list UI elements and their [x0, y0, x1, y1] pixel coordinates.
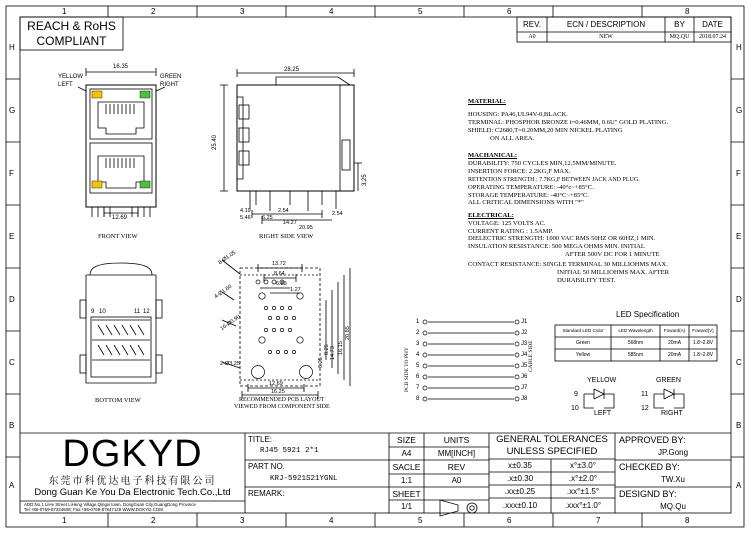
spec-electrical-title: ELECTRICAL:	[468, 212, 514, 219]
wiring-pin-2: 2	[416, 330, 420, 336]
rev-value-ecn: NEW	[599, 34, 613, 40]
bottom-pin-12: 12	[143, 309, 150, 315]
tolerance-linear-3: .xxx±0.10	[502, 501, 538, 510]
rev-value-date: 2018.07.24	[699, 34, 726, 40]
wiring-j3: J3	[521, 341, 528, 347]
zone-col-4-top: 4	[329, 7, 334, 16]
zone-row-d-right: D	[736, 295, 742, 304]
bottom-view-drawing	[80, 263, 162, 383]
rev-label: REV	[447, 462, 466, 473]
pcb-dim-right-4: 16.15	[338, 341, 344, 355]
wiring-j2: J2	[521, 330, 528, 336]
led-left-label-side: LEFT	[58, 82, 73, 88]
remark-label: REMARK:	[248, 489, 285, 498]
zone-col-8-top: 8	[685, 7, 690, 16]
tolerance-title-2: UNLESS SPECIFIED	[506, 446, 598, 458]
led-left-color: YELLOW	[587, 377, 617, 384]
compliance-line-2: COMPLIANT	[36, 34, 107, 48]
zone-col-3-bottom: 3	[240, 516, 245, 525]
pcb-dim-left-4: 2-Ø3.25	[220, 361, 240, 367]
front-view-dim-bottom: 12.69	[112, 215, 128, 221]
spec-material-3: SHIELD: C2680,T=0.20MM,20 MIN NICKEL PLATING	[468, 127, 623, 134]
spec-electrical-4: INSULATION RESISTANCE: 500 MEGA OHMS MIN. INITIAL	[468, 243, 645, 250]
zone-col-2-bottom: 2	[151, 516, 156, 525]
zone-col-2-top: 2	[151, 7, 156, 16]
zone-row-h-right: H	[736, 43, 742, 52]
side-dim-7: 2.54	[332, 211, 343, 217]
pcb-dim-top-1: 13.72	[272, 261, 286, 267]
checked-by-label: CHECKED BY:	[619, 462, 680, 472]
spec-mechanical-5: STORAGE TEMPERATURE: -40°C~+85°C.	[468, 192, 589, 199]
pcb-layout-caption-1: RECOMMENDED PCB LAYOUT	[239, 397, 325, 403]
zone-row-e-right: E	[736, 232, 742, 241]
zone-row-a-left: A	[9, 481, 15, 490]
wiring-pin-4: 4	[416, 352, 420, 358]
spec-electrical-7: INITIAL 50 MILLIOHMS MAX. AFTER	[557, 269, 670, 276]
pcb-dim-left-2: 4-Ø1.60	[213, 283, 234, 301]
zone-col-8-bottom: 8	[685, 516, 690, 525]
tolerance-title-1: GENERAL TOLERANCES	[496, 434, 608, 446]
title-label: TITLE:	[248, 435, 273, 444]
zone-col-5-top: 5	[418, 7, 423, 16]
tolerance-linear-2: .xx±0.25	[504, 486, 536, 496]
led-spec-yellow-forward-a: 20mA	[667, 351, 682, 358]
rev-value: A0	[451, 475, 462, 485]
wiring-pin-7: 7	[416, 385, 420, 391]
green-led-top-right	[140, 91, 150, 98]
wiring-j1: J1	[521, 319, 528, 325]
led-spec-green-forward-a: 20mA	[667, 339, 682, 346]
front-view-caption: FRONT VIEW	[98, 233, 138, 240]
spec-mechanical-4: OPERATING TEMPERATURE: -40°c~+85°C.	[468, 184, 594, 191]
zone-col-5-bottom: 5	[418, 516, 423, 525]
spec-electrical-8: DURABILITY TEST.	[557, 277, 616, 284]
zone-row-g-left: G	[9, 106, 16, 115]
zone-col-3-top: 3	[240, 7, 245, 16]
tolerance-angle-2: .xx°±1.5°	[566, 486, 600, 496]
wiring-j4: J4	[521, 352, 528, 358]
pcb-dim-right-2: 8.25	[324, 344, 330, 355]
bottom-pin-11: 11	[134, 309, 141, 315]
bottom-pin-9: 9	[91, 309, 95, 315]
side-view-dim-pin: 3.25	[362, 174, 368, 186]
approved-by-value: JP.Gong	[657, 448, 689, 457]
zone-row-f-right: F	[736, 169, 741, 178]
company-name-en: Dong Guan Ke You Da Electronic Tech.Co.,Ltd	[34, 487, 231, 499]
pcb-dim-right-1: 6.25	[318, 357, 324, 368]
pcb-dim-top-2: 8.64	[274, 271, 285, 277]
scale-label: SACLE	[392, 462, 421, 473]
spec-material-4: ON ALL AREA.	[490, 135, 535, 142]
wiring-j7: J7	[521, 385, 528, 391]
led-spec-header-forward-a: Foward(A)	[663, 327, 686, 333]
zone-row-f-left: F	[9, 169, 14, 178]
side-dim-5: 14.27	[283, 220, 297, 226]
zone-col-1-top: 1	[62, 7, 67, 16]
rev-value-by: MQ.QU	[669, 34, 690, 40]
checked-by-value: TW.Xu	[660, 475, 685, 484]
zone-col-6-top: 6	[507, 7, 512, 16]
zone-col-6-bottom: 6	[507, 516, 512, 525]
zone-row-b-left: B	[9, 421, 15, 430]
wiring-pin-1: 1	[416, 319, 420, 325]
scale-value: 1:1	[400, 475, 413, 485]
sheet-value: 1/1	[400, 501, 413, 511]
side-dim-1: 4.19	[240, 208, 251, 214]
company-address: ADD:No.1 LiHe Street LiHeng Village,Qingxi town, DongGuan City,GuangDong Province	[24, 502, 196, 507]
wiring-pin-5: 5	[416, 363, 420, 369]
led-right-label-side: RIGHT	[160, 82, 179, 88]
approved-by-label: APPROVED BY:	[619, 435, 686, 445]
side-dim-6: 20.95	[299, 225, 313, 231]
rev-header-by: BY	[674, 19, 685, 29]
tolerance-angle-3: .xxx°±1.0°	[564, 501, 602, 510]
spec-electrical-2: CURRENT RATING : 1.5AMP.	[468, 228, 554, 235]
yellow-led-top-left	[92, 91, 102, 98]
size-label: SIZE	[397, 435, 416, 446]
size-value: A4	[401, 448, 412, 458]
led-right-pin-b: 12	[641, 405, 649, 412]
led-spec-yellow-color: Yellow	[575, 351, 591, 358]
wiring-pin-3: 3	[416, 341, 420, 347]
spec-mechanical-title: MACHANICAL:	[468, 152, 518, 159]
zone-row-b-right: B	[736, 421, 742, 430]
pcb-dim-top-3: 6.89	[276, 281, 287, 287]
pcb-dim-right-5: 20.85	[345, 326, 351, 340]
tolerance-angle-0: x°±3.0°	[570, 460, 596, 470]
led-right-label-color: GREEN	[160, 74, 182, 80]
front-view-dim-top: 16.35	[113, 64, 129, 70]
designed-by-label: DESIGND BY:	[619, 489, 677, 499]
zone-row-c-right: C	[736, 358, 742, 367]
zone-row-h-left: H	[9, 43, 15, 52]
zone-col-7-bottom: 7	[596, 516, 601, 525]
zone-row-c-left: C	[9, 358, 15, 367]
green-led-bottom-right	[140, 181, 150, 188]
pcb-dim-top-4: 1.27	[290, 287, 301, 293]
designed-by-value: MQ.Qu	[660, 502, 686, 511]
rev-header-rev: REV.	[523, 19, 541, 29]
company-contact: Tel:+86-0769-87334608; Fax:+86-0769-87847129 WWW.DGKYD.COM	[24, 507, 163, 512]
side-dim-3: 5.46	[240, 215, 251, 221]
part-no-value: KRJ-5921S21YGNL	[270, 475, 338, 483]
spec-material-1: HOUSING: PA46,UL94V-0,BLACK.	[468, 111, 568, 118]
spec-material-2: TERMINAL: PHOSPHOR BRONZE t=0.46MM, 0.6U" GOLD PLATING.	[468, 119, 669, 126]
side-view-caption: RIGHT SIDE VIEW	[259, 233, 314, 240]
pcb-dim-left-3: 16-Ø0.90	[219, 314, 242, 333]
led-spec-green-forward-v: 1.8~2.8V	[692, 339, 714, 346]
led-spec-header-color: Standard LED Color	[562, 327, 604, 333]
wiring-pin-8: 8	[416, 396, 420, 402]
front-view-drawing	[78, 68, 165, 217]
led-schematic	[584, 389, 684, 408]
tolerance-linear-0: x±0.35	[508, 460, 532, 470]
wiring-lines	[428, 322, 514, 399]
wiring-j8: J8	[521, 396, 528, 402]
projection-symbol	[440, 500, 477, 516]
spec-mechanical-6: ALL CRITICAL DIMENSIONS WITH "*"	[468, 199, 584, 206]
pcb-dim-bottom-1: 12.69	[269, 381, 283, 387]
wiring-pin-6: 6	[416, 374, 420, 380]
zone-row-e-left: E	[9, 232, 15, 241]
side-dim-2: 2.54	[278, 208, 289, 214]
title-value: RJ45 5921 2*1	[260, 447, 319, 455]
spec-electrical-1: VOLTAGE: 125 VOLTS AC.	[468, 220, 546, 227]
pcb-dim-bottom-2: 16.25	[271, 389, 285, 395]
led-spec-yellow-forward-v: 1.8~2.8V	[692, 351, 714, 358]
zone-col-4-bottom: 4	[329, 516, 334, 525]
pcb-layout-caption-2: VIEWED FROM COMPONENT SIDE	[234, 404, 330, 410]
units-label: UNITS	[443, 435, 470, 446]
wiring-left-caption: PCB SIDE TO PHY	[404, 347, 410, 392]
spec-electrical-3: DIELECTRIC STRENGTH: 1000 VAC RMS 50HZ OR 60HZ,1 MIN.	[468, 235, 656, 242]
led-spec-header-forward-v: Foward(V)	[692, 327, 714, 333]
yellow-led-bottom-left	[92, 181, 102, 188]
led-left-side: LEFT	[594, 410, 612, 417]
spec-electrical-6: CONTACT RESISTANCE: SINGLE TERMINAL 30 MILLIOHMS MAX.	[468, 261, 668, 268]
spec-electrical-5: AFTER 500V DC FOR 1 MINUTE	[565, 251, 660, 258]
company-name-cn: 东莞市科优达电子科技有限公司	[48, 476, 217, 487]
spec-material-title: MATERIAL:	[468, 98, 506, 105]
pcb-dim-right-3: 14.73	[330, 346, 336, 360]
zone-row-d-left: D	[9, 295, 15, 304]
led-spec-green-color: Green	[576, 339, 590, 346]
spec-mechanical-2: INSERTION FORCE: 2.2KG,F MAX.	[468, 168, 571, 175]
wiring-j5: J5	[521, 363, 528, 369]
led-left-label-color: YELLOW	[58, 74, 84, 80]
zone-col-1-bottom: 1	[62, 516, 67, 525]
rev-header-ecn: ECN / DESCRIPTION	[566, 19, 646, 29]
led-left-pin-b: 10	[571, 405, 579, 412]
sheet-label: SHEET	[392, 488, 421, 499]
led-right-side: RIGHT	[661, 410, 683, 417]
rev-value-rev: A0	[528, 34, 536, 40]
pcb-dim-left-1: 8-Ø1.05	[217, 249, 238, 267]
company-logo: DGKYD	[62, 433, 203, 475]
led-spec-green-wavelength: 568nm	[627, 339, 644, 346]
led-right-pin-a: 11	[641, 391, 649, 398]
tolerance-angle-1: .x°±2.0°	[568, 473, 598, 483]
tolerance-linear-1: .x±0.30	[506, 473, 534, 483]
side-view-drawing	[220, 69, 362, 224]
side-dim-4: 6.25	[262, 215, 273, 221]
spec-mechanical-1: DURABILITY: 750 CYCLES MIN,12.5MM/MINUTE.	[468, 160, 617, 167]
bottom-pin-10: 10	[99, 309, 106, 315]
units-value: MM[INCH]	[437, 448, 476, 458]
led-right-color: GREEN	[656, 377, 681, 384]
pcb-holes	[252, 280, 520, 401]
zone-row-a-right: A	[736, 481, 742, 490]
led-spec-title: LED Specification	[616, 310, 680, 319]
bottom-view-caption: BOTTOM VIEW	[95, 397, 141, 404]
side-view-dim-top: 28.25	[284, 67, 300, 73]
wiring-right-caption: CABLE SIDE	[528, 340, 534, 372]
spec-mechanical-3: RETENTION STRENGTH : 7.7KG,F BETWEEN JACK AND PLUG.	[468, 177, 640, 183]
wiring-j6: J6	[521, 374, 528, 380]
side-view-dim-height: 25.40	[212, 134, 218, 150]
compliance-line-1: REACH & RoHS	[27, 19, 116, 33]
zone-row-g-right: G	[736, 106, 743, 115]
rev-header-date: DATE	[702, 19, 723, 29]
part-no-label: PART NO.	[248, 462, 285, 471]
led-spec-yellow-wavelength: 585nm	[627, 351, 644, 358]
led-left-pin-a: 9	[574, 391, 578, 398]
led-spec-header-wavelength: LED Wavelength	[618, 327, 653, 333]
